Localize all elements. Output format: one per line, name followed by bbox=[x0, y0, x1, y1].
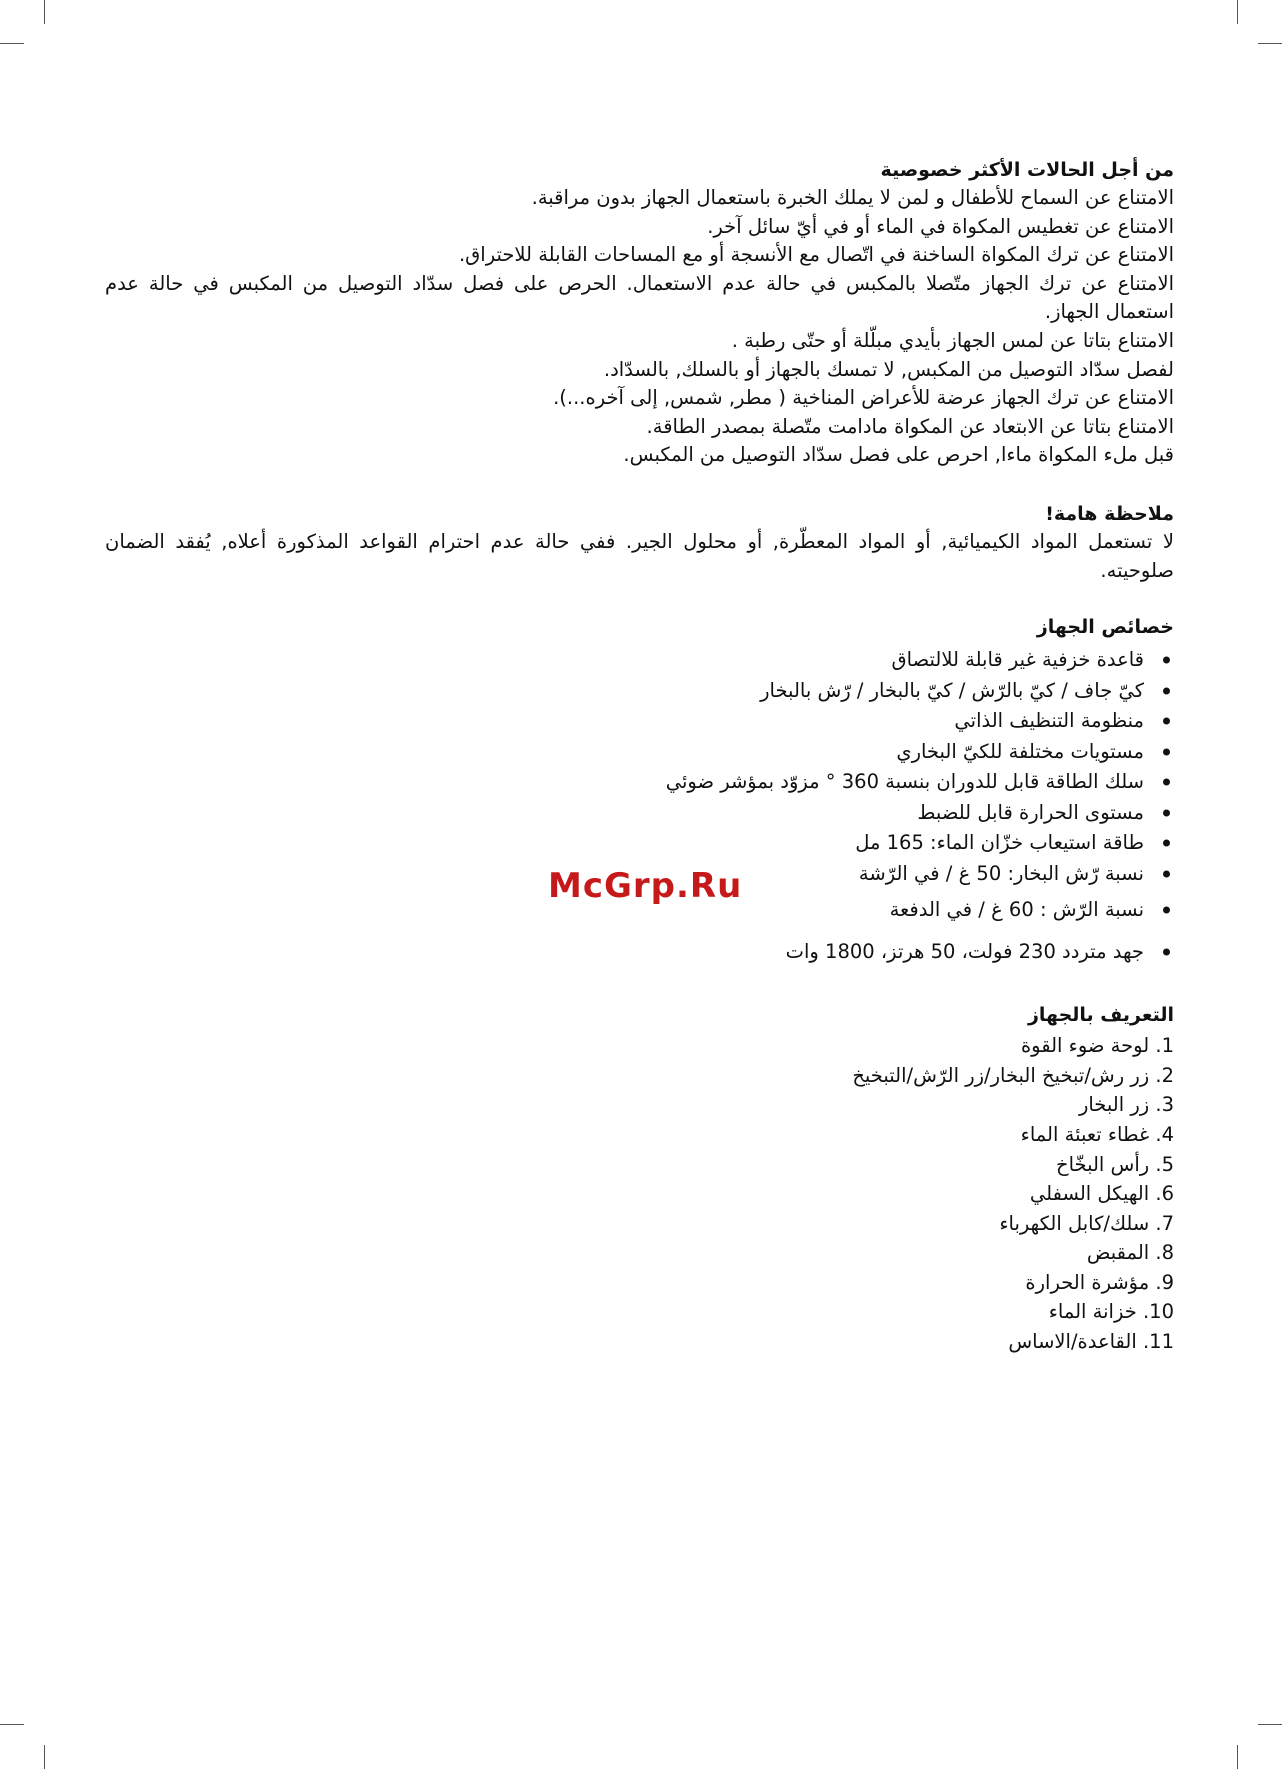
feature-item: قاعدة خزفية غير قابلة للالتصاق bbox=[105, 645, 1174, 676]
safety-line: الامتناع عن السماح للأطفال و لمن لا يملك الخبرة باستعمال الجهاز بدون مراقبة. bbox=[531, 186, 1174, 209]
part-item: 6. الهيكل السفلي bbox=[1029, 1182, 1174, 1206]
part-item: 1. لوحة ضوء القوة bbox=[1020, 1034, 1174, 1058]
part-item: 2. زر رش/تبخيخ البخار/زر الرّش/التبخيخ bbox=[852, 1063, 1174, 1087]
document-body bbox=[105, 156, 1174, 1357]
safety-line: الامتناع عن ترك الجهاز متّصلا بالمكبس في حالة عدم الاستعمال. الحرص على فصل سدّاد التوصيل من المكبس في حالة عدم استعمال الجهاز. bbox=[105, 271, 1174, 324]
feature-item: نسبة الرّش : 60 غ / في الدفعة bbox=[105, 889, 1174, 931]
safety-line: الامتناع بتاتا عن الابتعاد عن المكواة مادامت متّصلة بمصدر الطاقة. bbox=[646, 414, 1174, 438]
feature-item: طاقة استيعاب خزّان الماء: 165 مل bbox=[105, 828, 1174, 859]
feature-item: جهد متردد 230 فولت، 50 هرتز، 1800 وات bbox=[105, 931, 1174, 973]
crop-mark bbox=[1237, 1745, 1238, 1769]
important-note-text: لا تستعمل المواد الكيميائية, أو المواد المعطّرة, أو محلول الجير. ففي حالة عدم احترام القواعد المذكورة أعلاه, يُفقد الضمان صلوحيته. bbox=[105, 529, 1174, 582]
part-item: 3. زر البخار bbox=[1078, 1093, 1174, 1117]
crop-mark bbox=[0, 43, 24, 44]
feature-item: منظومة التنظيف الذاتي bbox=[105, 706, 1174, 737]
crop-mark bbox=[1237, 0, 1238, 24]
part-item: 4. غطاء تعبئة الماء bbox=[1020, 1122, 1174, 1146]
part-item: 7. سلك/كابل الكهرباء bbox=[999, 1211, 1174, 1235]
part-item: 10. خزانة الماء bbox=[1048, 1300, 1174, 1324]
safety-line: لفصل سدّاد التوصيل من المكبس, لا تمسك بالجهاز أو بالسلك, بالسدّاد. bbox=[603, 357, 1174, 381]
feature-item: مستوى الحرارة قابل للضبط bbox=[105, 798, 1174, 829]
parts-section bbox=[105, 1001, 1174, 1357]
feature-item: نسبة رّش البخار: 50 غ / في الرّشة bbox=[105, 859, 1174, 890]
safety-line: الامتناع بتاتا عن لمس الجهاز بأيدي مبلّلة أو حتّى رطبة . bbox=[731, 328, 1174, 352]
safety-line: الامتناع عن ترك المكواة الساخنة في اتّصال مع الأنسجة أو مع المساحات القابلة للاحتراق. bbox=[458, 243, 1174, 267]
safety-section bbox=[105, 156, 1174, 470]
parts-list bbox=[105, 1031, 1174, 1357]
important-note-heading: ملاحظة هامة! bbox=[1045, 502, 1174, 525]
crop-mark bbox=[1258, 1724, 1282, 1725]
parts-heading: التعريف بالجهاز bbox=[1027, 1004, 1174, 1027]
part-item: 8. المقبض bbox=[1086, 1241, 1174, 1265]
important-note-section bbox=[105, 500, 1174, 585]
crop-mark bbox=[0, 1724, 24, 1725]
crop-mark bbox=[1258, 43, 1282, 44]
features-section bbox=[105, 613, 1174, 973]
features-heading: خصائص الجهاز bbox=[1036, 616, 1174, 639]
part-item: 11. القاعدة/الاساس bbox=[1008, 1330, 1174, 1354]
part-item: 9. مؤشرة الحرارة bbox=[1025, 1270, 1174, 1294]
watermark-logo: McGrp.Ru bbox=[548, 866, 743, 906]
part-item: 5. رأس البخّاخ bbox=[1055, 1152, 1174, 1176]
safety-line: الامتناع عن ترك الجهاز عرضة للأعراض المناخية ( مطر, شمس, إلى آخره...). bbox=[553, 386, 1174, 410]
features-list bbox=[105, 645, 1174, 973]
feature-item: كيّ جاف / كيّ بالرّش / كيّ بالبخار / رّش بالبخار bbox=[105, 676, 1174, 707]
crop-mark bbox=[44, 0, 45, 24]
safety-line: الامتناع عن تغطيس المكواة في الماء أو في أيّ سائل آخر. bbox=[707, 214, 1174, 238]
crop-mark bbox=[44, 1745, 45, 1769]
feature-item: سلك الطاقة قابل للدوران بنسبة 360 ° مزوّد بمؤشر ضوئي bbox=[105, 767, 1174, 798]
safety-line: قبل ملء المكواة ماءا, احرص على فصل سدّاد التوصيل من المكبس. bbox=[623, 443, 1174, 467]
safety-heading: من أجل الحالات الأكثر خصوصية bbox=[880, 159, 1174, 181]
feature-item: مستويات مختلفة للكيّ البخاري bbox=[105, 737, 1174, 768]
